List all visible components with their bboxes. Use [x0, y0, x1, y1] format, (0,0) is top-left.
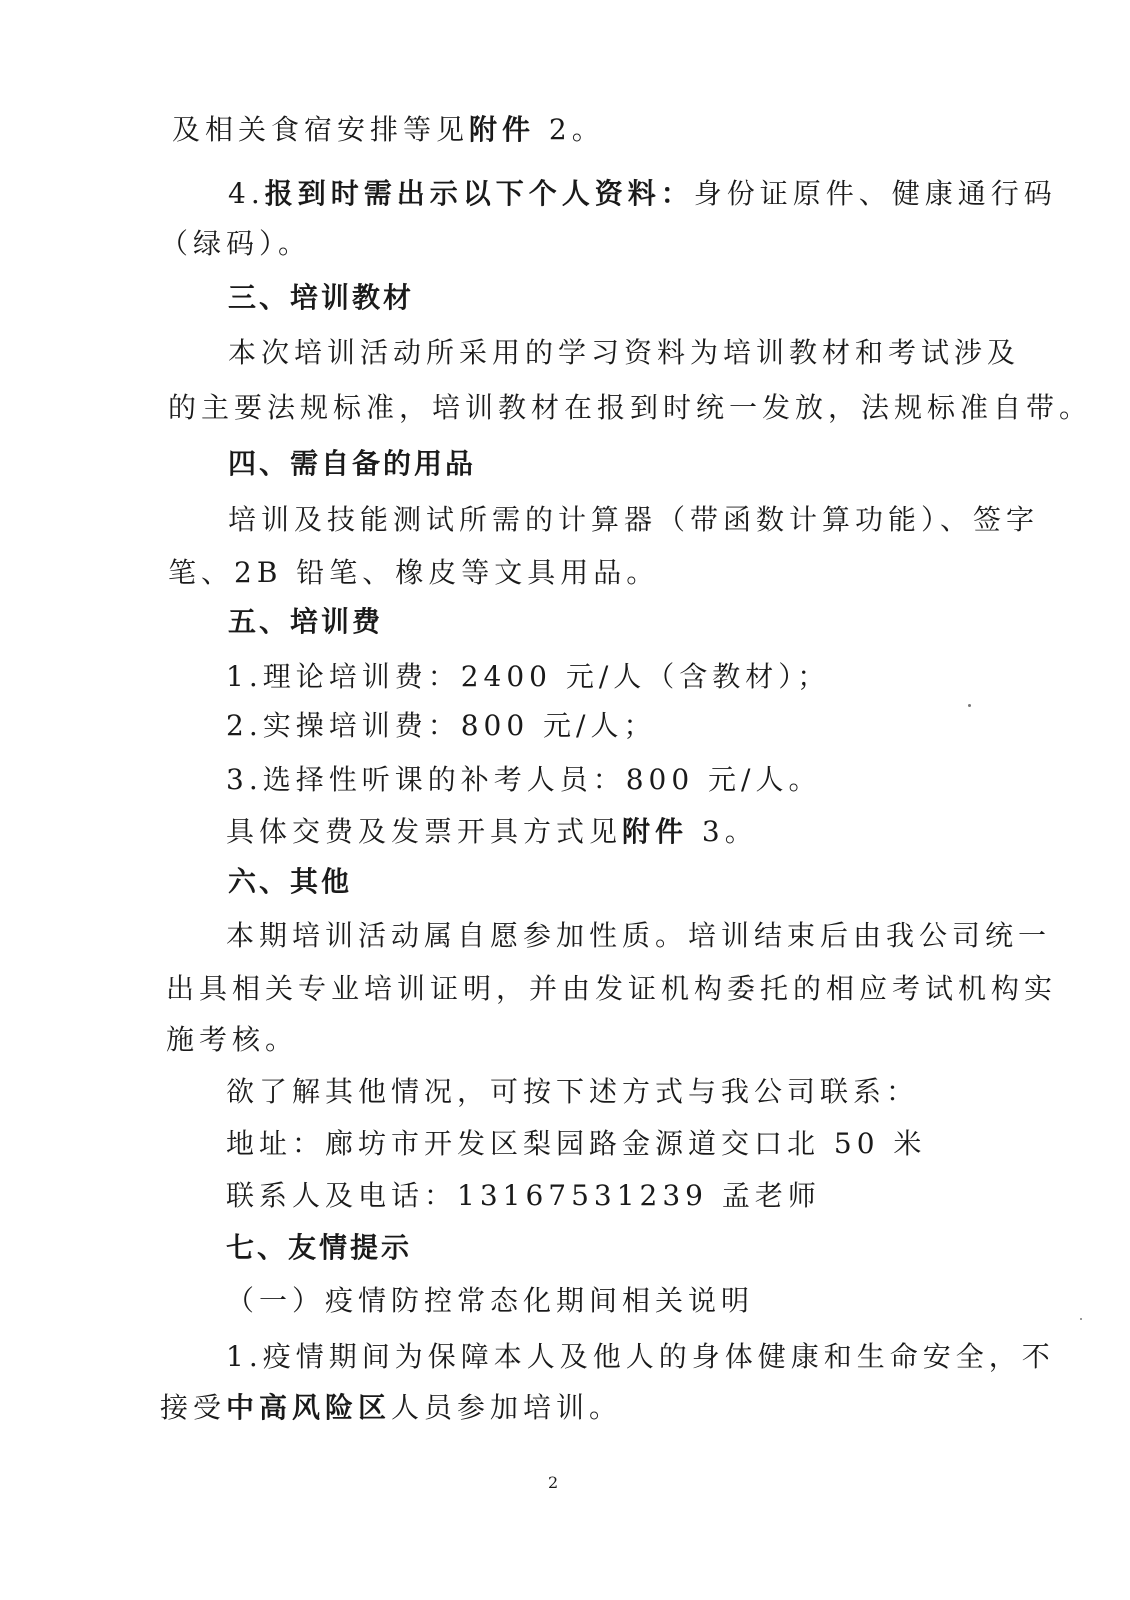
scan-speck [1080, 1318, 1082, 1320]
section-heading-6: 六、其他 [228, 865, 353, 898]
paragraph-checkin-docs-cont: （绿码）。 [160, 227, 312, 260]
paragraph-supplies-line2: 笔、2B 铅笔、橡皮等文具用品。 [168, 556, 660, 589]
fee-note-text: 具体交费及发票开具方式见 [226, 815, 623, 848]
page-number: 2 [548, 1473, 559, 1492]
item-number: 4. [228, 177, 265, 210]
accommodation-text: 及相关食宿安排等见 [172, 113, 470, 146]
attachment-ref: 附件 [469, 113, 536, 146]
paragraph-materials-line1: 本次培训活动所采用的学习资料为培训教材和考试涉及 [228, 336, 1021, 369]
checkin-docs-lead: 报到时需出示以下个人资料： [264, 177, 694, 210]
section-heading-7: 七、友情提示 [226, 1231, 413, 1264]
contact-intro: 欲了解其他情况，可按下述方式与我公司联系： [226, 1075, 920, 1108]
checkin-docs-list: 身份证原件、健康通行码 [693, 177, 1057, 210]
contact-person-phone: 联系人及电话：13167531239 孟老师 [226, 1179, 821, 1212]
paragraph-accommodation [172, 112, 605, 148]
section-heading-4: 四、需自备的用品 [228, 447, 477, 480]
attachment-ref: 附件 [622, 815, 689, 848]
fee-note [226, 814, 758, 850]
paragraph-other-line2: 出具相关专业培训证明，并由发证机构委托的相应考试机构实 [166, 972, 1058, 1005]
section-heading-3: 三、培训教材 [228, 281, 415, 314]
fee-item-2: 2.实操培训费：800 元/人； [226, 709, 657, 742]
paragraph-checkin-docs [228, 176, 1057, 212]
epidemic-text-a: 接受 [160, 1391, 227, 1424]
high-risk-area-emphasis: 中高风险区 [226, 1391, 392, 1424]
paragraph-materials-line2: 的主要法规标准，培训教材在报到时统一发放，法规标准自带。 [168, 391, 1093, 424]
fee-item-3: 3.选择性听课的补考人员：800 元/人。 [226, 763, 822, 796]
scan-speck [968, 704, 971, 707]
paragraph-other-line3: 施考核。 [166, 1023, 299, 1056]
attachment-number: 3。 [688, 815, 758, 848]
epidemic-text-b: 人员参加培训。 [391, 1391, 623, 1424]
paragraph-epidemic-line1: 1.疫情期间为保障本人及他人的身体健康和生命安全，不 [226, 1340, 1055, 1373]
attachment-number: 2。 [535, 113, 605, 146]
paragraph-supplies-line1: 培训及技能测试所需的计算器（带函数计算功能）、签字 [228, 503, 1040, 536]
section-heading-5: 五、培训费 [228, 605, 384, 638]
subsection-heading-1: （一）疫情防控常态化期间相关说明 [226, 1284, 755, 1317]
fee-item-1: 1.理论培训费：2400 元/人（含教材）； [226, 660, 831, 693]
paragraph-epidemic-line2 [160, 1390, 622, 1426]
paragraph-other-line1: 本期培训活动属自愿参加性质。培训结束后由我公司统一 [226, 919, 1052, 952]
contact-address: 地址：廊坊市开发区梨园路金源道交口北 50 米 [226, 1127, 927, 1160]
